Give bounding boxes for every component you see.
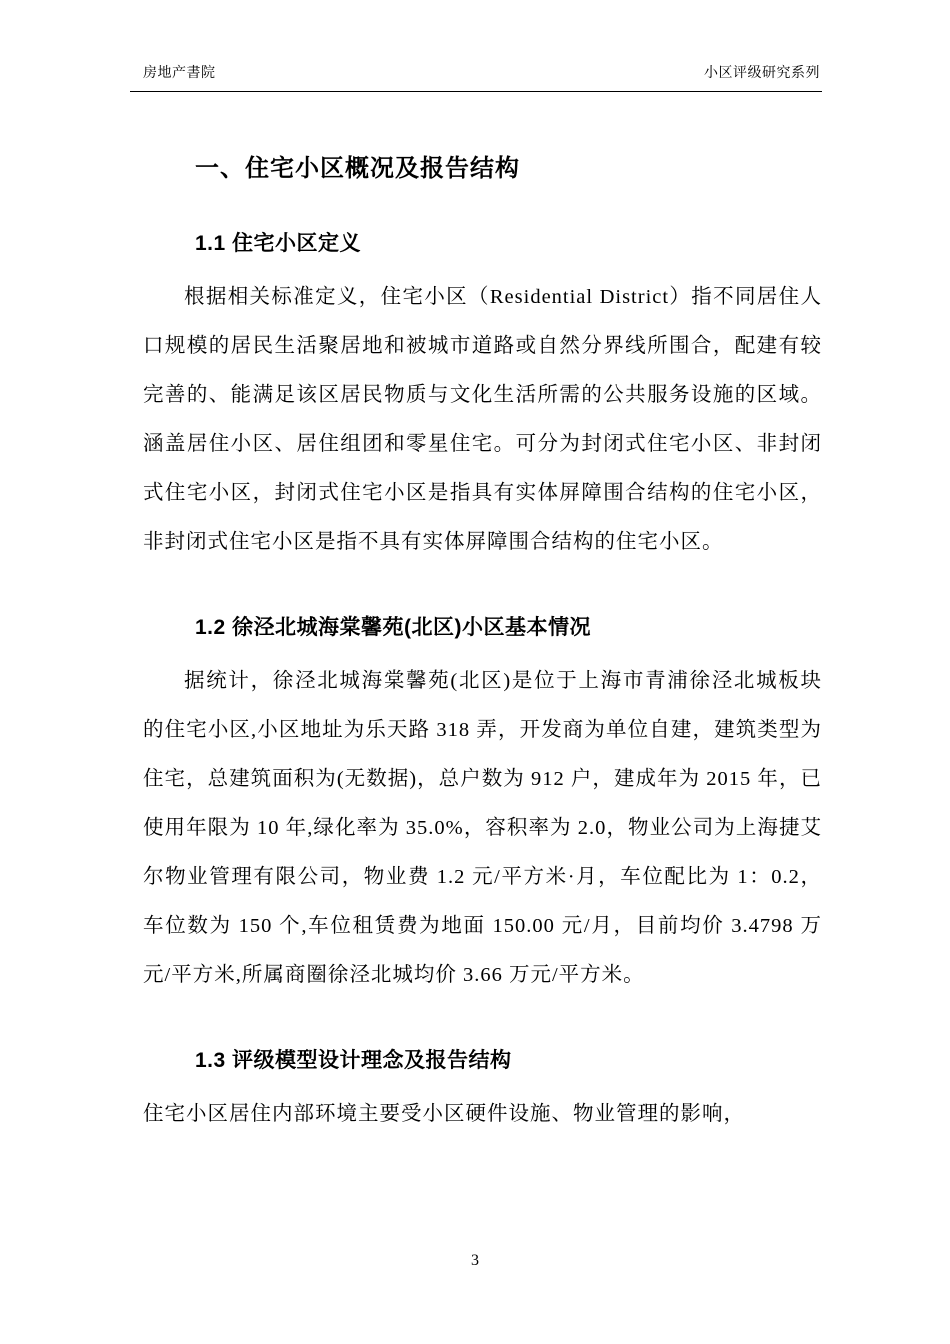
page-number: 3 bbox=[471, 1252, 479, 1269]
subsection-1-2-title: 1.2 徐泾北城海棠馨苑(北区)小区基本情况 bbox=[195, 616, 592, 639]
section-1-title: 一、住宅小区概况及报告结构 bbox=[195, 155, 520, 182]
header-right-text: 小区评级研究系列 bbox=[704, 64, 820, 80]
subsection-1-3-paragraph: 住宅小区居住内部环境主要受小区硬件设施、物业管理的影响， bbox=[143, 1103, 745, 1125]
subsection-1-1-paragraph: 根据相关标准定义，住宅小区（Residential District）指不同居住人口规模的居民生活聚居地和被城市道路或自然分界线所围合，配建有较完善的、能满足该区居民物质与文化生活所需的公共服务设施的区域。涵盖居住小区、居住组团和零星住宅。可分为封闭式住宅小区、非封闭式住宅小区，封闭式住宅小区是指具有实体屏障围合结构的住宅小区，非封闭式住宅小区是指不具有实体屏障围合结构的住宅小区。 bbox=[143, 286, 822, 553]
header-left-text: 房地产書院 bbox=[143, 64, 216, 80]
page-footer bbox=[0, 1252, 950, 1270]
subsection-1-2-paragraph: 据统计，徐泾北城海棠馨苑(北区)是位于上海市青浦徐泾北城板块的住宅小区,小区地址为乐天路 318 弄，开发商为单位自建，建筑类型为住宅，总建筑面积为(无数据)，总户数为 912 户，建成年为 2015 年，已使用年限为 10 年,绿化率为 35.0%，容积率为 2.0，物业公司为上海捷艾尔物业管理有限公司，物业费 1.2 元/平方米·月，车位配比为 1：0.2，车位数为 150 个,车位租赁费为地面 150.00 元/月，目前均价 3.4798 万元/平方米,所属商圈徐泾北城均价 3.66 万元/平方米。 bbox=[143, 670, 822, 986]
subsection-1-3-title: 1.3 评级模型设计理念及报告结构 bbox=[195, 1049, 512, 1072]
page-header bbox=[130, 62, 822, 92]
subsection-1-1-title: 1.1 住宅小区定义 bbox=[195, 232, 362, 255]
document-body bbox=[143, 118, 822, 1139]
